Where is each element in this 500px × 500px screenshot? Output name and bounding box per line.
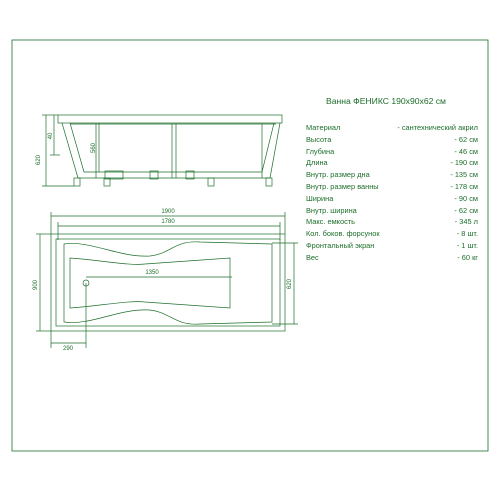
spec-row [306,134,486,146]
spec-row [306,252,486,264]
spec-label: Внутр. размер ванны [306,181,379,191]
dim-drain-offset: 290 [62,346,74,352]
spec-label: Внутр. размер дна [306,170,370,180]
spec-row [306,193,486,205]
dim-inner-length: 1780 [161,219,175,225]
spec-row [306,228,486,240]
foot-3 [208,178,214,186]
spec-value: - 178 см [450,181,478,191]
spec-value: - 62 см [454,134,478,144]
spec-value: - 1 шт. [456,240,478,250]
spec-value: - 62 см [454,205,478,215]
spec-label: Кол. боков. форсунок [306,229,380,239]
dim-inner-width: 620 [287,278,293,290]
product-title: Ванна ФЕНИКС 190х90х62 см [326,96,446,106]
spec-value: - 46 см [454,146,478,156]
side-rim [58,115,282,123]
spec-label: Материал [306,123,341,132]
dim-side-top: 40 [48,132,54,140]
spec-label: Высота [306,134,332,144]
bowl-outline [64,242,272,324]
spec-row [306,216,486,228]
spec-list [306,122,486,264]
dim-total-length: 1900 [161,209,175,215]
spec-value: - 190 см [450,158,478,168]
spec-label: Фронтальный экран [306,240,375,250]
spec-label: Макс. емкость [306,217,356,227]
foot-1 [74,178,80,186]
spec-label: Длина [306,158,328,168]
spec-label: Внутр. ширина [306,205,357,215]
spec-label: Глубина [306,146,335,156]
side-view [42,115,282,186]
dim-width: 900 [33,279,39,291]
top-view [36,212,298,348]
foot-4 [266,178,272,186]
spec-row [306,157,486,169]
dim-bottom-length: 1350 [145,270,159,276]
spec-value: - 135 см [450,170,478,180]
spec-label: Ширина [306,193,334,203]
spec-value: - 8 шт. [456,229,478,239]
spec-row [306,205,486,217]
spec-row [306,146,486,158]
spec-value: - 60 кг [457,252,478,262]
dim-side-depth: 560 [91,142,97,154]
spec-value: - сантехнический акрил [397,123,478,132]
spec-label: Вес [306,252,319,262]
bowl-bottom [70,258,230,308]
spec-row [306,169,486,181]
top-outline-inner [56,239,280,326]
spec-value: - 90 см [454,193,478,203]
dim-side-height: 620 [36,154,42,166]
spec-row [306,181,486,193]
spec-row [306,122,486,134]
spec-row [306,240,486,252]
spec-value: - 345 л [454,217,478,227]
